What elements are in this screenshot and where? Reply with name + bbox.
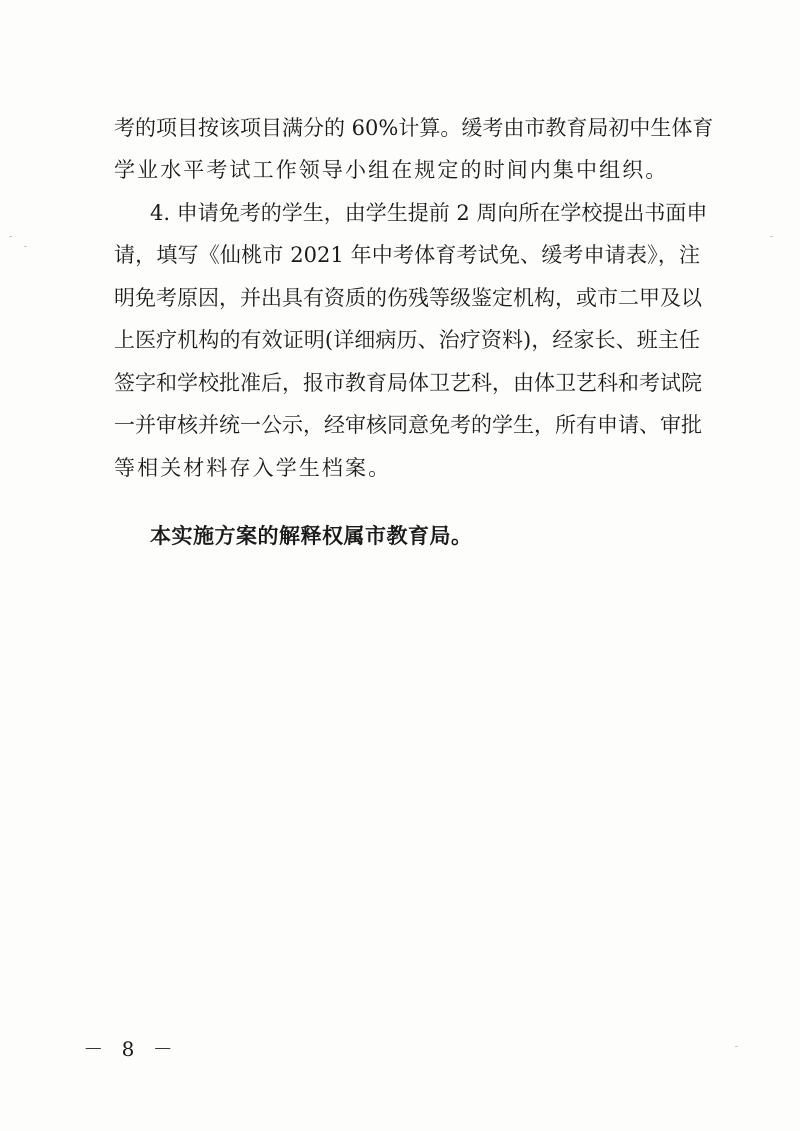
body-text-line: 一并审核并统一公示，经审核同意免考的学生，所有申请、审批	[114, 413, 702, 437]
body-text-line: 请，填写《仙桃市 2021 年中考体育考试免、缓考申请表》，注	[114, 243, 700, 267]
closing-statement: 本实施方案的解释权属市教育局。	[150, 524, 473, 548]
body-text-line: 签字和学校批准后，报市教育局体卫艺科，由体卫艺科和考试院	[114, 371, 702, 395]
body-text-line: 明免考原因，并出具有资质的伤残等级鉴定机构，或市二甲及以	[114, 286, 702, 310]
body-text-line: 4. 申请免考的学生，由学生提前 2 周向所在学校提出书面申	[150, 201, 708, 225]
page-number: － 8 －	[83, 1037, 179, 1061]
scan-speck	[9, 236, 12, 237]
body-text-line: 上医疗机构的有效证明(详细病历、治疗资料)，经家长、班主任	[114, 328, 700, 352]
scan-speck	[735, 1046, 738, 1047]
scan-speck	[770, 236, 773, 237]
body-text-line: 考的项目按该项目满分的 60%计算。缓考由市教育局初中生体育	[114, 116, 714, 140]
body-text-line: 学业水平考试工作领导小组在规定的时间内集中组织。	[114, 158, 669, 182]
body-text-line: 等相关材料存入学生档案。	[114, 456, 392, 480]
scan-speck	[24, 246, 27, 247]
